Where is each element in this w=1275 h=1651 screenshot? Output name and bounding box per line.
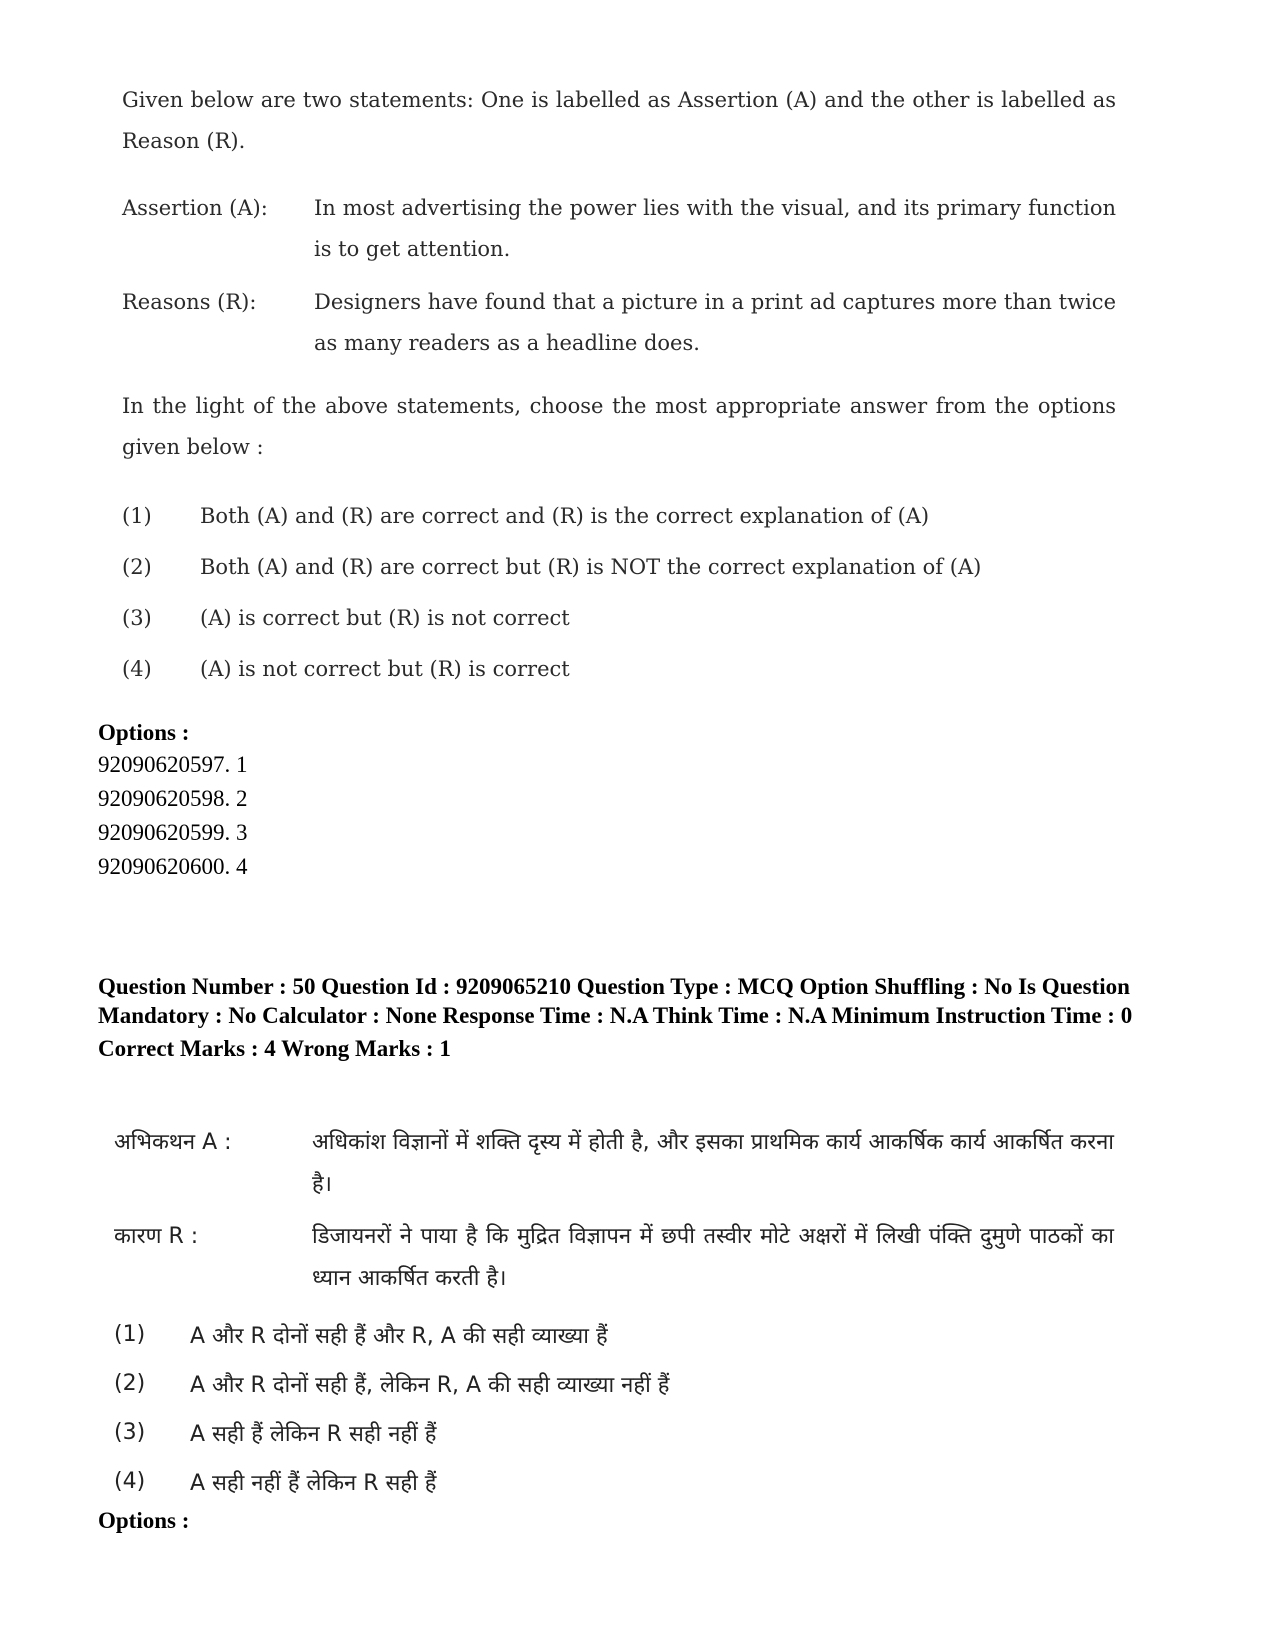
choice-text: (A) is not correct but (R) is correct — [200, 656, 570, 681]
assertion-row — [114, 1122, 1114, 1206]
choice-number: (4) — [114, 1469, 146, 1494]
choice-number: (3) — [114, 1420, 146, 1445]
option-id: 92090620598. 2 — [98, 786, 248, 811]
assertion-text: In most advertising the power lies with the visual, and its primary function is to get attention. — [314, 196, 1116, 261]
answer-choice — [122, 592, 1116, 643]
answer-choice — [114, 1310, 1114, 1359]
question-49-content — [122, 80, 1116, 694]
choice-text: A सही हैं लेकिन R सही नहीं हैं — [190, 1421, 437, 1447]
options-list — [98, 1506, 189, 1536]
option-id: 92090620597. 1 — [98, 752, 248, 777]
choice-text: Both (A) and (R) are correct but (R) is NOT the correct explanation of (A) — [200, 554, 982, 579]
answer-choice — [114, 1457, 1114, 1506]
question-50-content — [114, 1122, 1114, 1506]
options-title: Options : — [98, 720, 190, 745]
answer-choice — [114, 1359, 1114, 1408]
choice-number: (2) — [122, 554, 152, 579]
choice-number: (3) — [122, 605, 152, 630]
choice-text: (A) is correct but (R) is not correct — [200, 605, 570, 630]
answer-choice — [122, 643, 1116, 694]
choice-text: Both (A) and (R) are correct and (R) is the correct explanation of (A) — [200, 503, 930, 528]
choice-number: (1) — [114, 1322, 146, 1347]
question-meta — [98, 972, 1138, 1063]
answer-choice — [114, 1408, 1114, 1457]
choice-number: (2) — [114, 1371, 146, 1396]
assertion-row — [122, 188, 1116, 270]
question-meta-text: Question Number : 50 Question Id : 9209065210 Question Type : MCQ Option Shuffling : No Is Question Mandatory : No Calculator : None Response Time : N.A Think Time : N.A Minimum Instruction Time : 0 — [98, 974, 1133, 1028]
assertion-label: Assertion (A): — [122, 196, 268, 220]
option-id: 92090620599. 3 — [98, 820, 248, 845]
reason-label: कारण R : — [114, 1224, 199, 1249]
option-id: 92090620600. 4 — [98, 854, 248, 879]
choice-text: A सही नहीं हैं लेकिन R सही हैं — [190, 1470, 437, 1496]
choice-text: A और R दोनों सही हैं, लेकिन R, A की सही व्याख्या नहीं हैं — [190, 1372, 670, 1398]
assertion-text: अधिकांश विज्ञानों में शक्ति दृस्य में होती है, और इसका प्राथमिक कार्य आकर्षिक कार्य आकर्षित करना है। — [312, 1130, 1114, 1197]
marks-text: Correct Marks : 4 Wrong Marks : 1 — [98, 1036, 451, 1061]
reason-text: डिजायनरों ने पाया है कि मुद्रित विज्ञापन में छपी तस्वीर मोटे अक्षरों में लिखी पंक्ति दुमुणे पाठकों का ध्यान आकर्षित करती है। — [312, 1224, 1114, 1291]
choice-number: (4) — [122, 656, 152, 681]
question-lead: In the light of the above statements, choose the most appropriate answer from the options given below : — [122, 394, 1116, 459]
assertion-label: अभिकथन A : — [114, 1130, 232, 1155]
options-list — [98, 718, 248, 884]
answer-choice — [122, 541, 1116, 592]
reason-text: Designers have found that a picture in a print ad captures more than twice as many readers as a headline does. — [314, 290, 1116, 355]
reason-row — [122, 282, 1116, 364]
choice-text: A और R दोनों सही हैं और R, A की सही व्याख्या हैं — [190, 1323, 608, 1349]
reason-label: Reasons (R): — [122, 290, 257, 314]
reason-row — [114, 1216, 1114, 1300]
answer-choice — [122, 490, 1116, 541]
choice-number: (1) — [122, 503, 152, 528]
options-title: Options : — [98, 1508, 190, 1533]
question-intro: Given below are two statements: One is labelled as Assertion (A) and the other is labelled as Reason (R). — [122, 88, 1116, 153]
